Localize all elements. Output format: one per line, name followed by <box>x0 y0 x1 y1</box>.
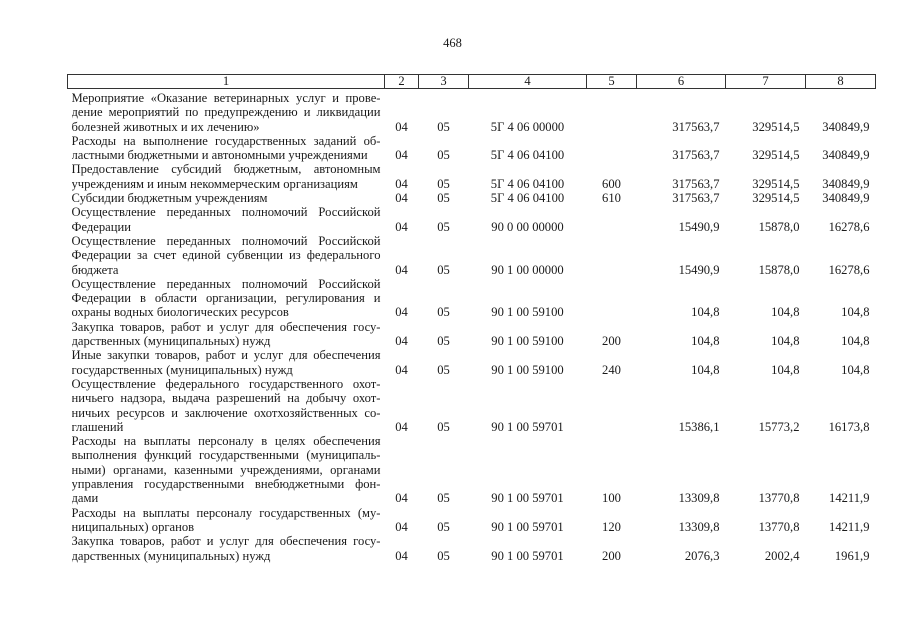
description-line: Мероприятие «Оказание ветеринарных услуг и прове- <box>71 91 381 105</box>
row-description <box>68 348 385 377</box>
target-article-code: 90 1 00 59100 <box>491 334 564 349</box>
description-line: Расходы на выплаты персоналу государственных (му- <box>71 505 381 520</box>
description-line: дарственных (муниципальных) нужд <box>71 548 271 563</box>
section-code: 04 <box>395 491 408 506</box>
amount-year-1: 317563,7 <box>672 176 720 191</box>
header-col-6: 6 <box>637 75 726 89</box>
row-description <box>68 377 385 434</box>
amount-year-2: 329514,5 <box>752 191 800 206</box>
amount-year-1: 15490,9 <box>678 262 720 277</box>
description-line: дами <box>71 491 99 506</box>
expense-type-code: 610 <box>602 191 621 206</box>
description-line: Закупка товаров, работ и услуг для обеспечения госу- <box>71 534 381 549</box>
amount-year-2: 104,8 <box>771 362 800 377</box>
subsection-code: 05 <box>437 176 450 191</box>
target-article-code: 90 1 00 59701 <box>491 491 564 506</box>
target-article-code: 90 1 00 59701 <box>491 519 564 534</box>
subsection-code: 05 <box>437 419 450 434</box>
row-description <box>68 434 385 505</box>
target-article-code: 5Г 4 06 04100 <box>490 148 565 163</box>
amount-year-2: 15878,0 <box>758 219 800 234</box>
description-line: Осуществление переданных полномочий Российской <box>71 205 381 220</box>
row-description <box>68 506 385 535</box>
description-line: Субсидии бюджетным учреждениям <box>71 191 268 206</box>
subsection-code: 05 <box>437 334 450 349</box>
amount-year-3: 14211,9 <box>829 491 870 506</box>
description-line: глашений <box>71 419 124 434</box>
amount-year-2: 329514,5 <box>752 176 800 191</box>
header-row <box>68 75 876 89</box>
amount-year-2: 329514,5 <box>752 119 800 134</box>
description-line: учреждениям и иным некоммерческим организациям <box>71 176 358 191</box>
row-description <box>68 134 385 163</box>
table-row <box>68 348 876 377</box>
amount-year-1: 13309,8 <box>678 491 720 506</box>
target-article-code: 90 1 00 00000 <box>491 262 564 277</box>
description-line: Закупка товаров, работ и услуг для обеспечения госу- <box>71 319 381 334</box>
description-line: Федерации в области организации, регулирования и <box>71 291 381 306</box>
row-description <box>68 191 385 205</box>
amount-year-3: 340849,9 <box>822 191 870 206</box>
description-line: ниципальных) органов <box>71 519 195 534</box>
section-code: 04 <box>395 119 408 134</box>
amount-year-1: 317563,7 <box>672 119 720 134</box>
target-article-code: 5Г 4 06 04100 <box>490 191 565 206</box>
table-row <box>68 134 876 163</box>
target-article-code: 90 1 00 59701 <box>491 419 564 434</box>
target-article-code: 90 0 00 00000 <box>491 219 564 234</box>
table-row <box>68 320 876 349</box>
description-line: Предоставление субсидий бюджетным, автономным <box>71 162 381 177</box>
expense-type-code <box>587 277 637 320</box>
subsection-code: 05 <box>437 548 450 563</box>
row-description <box>68 234 385 277</box>
table-row <box>68 434 876 505</box>
table-row <box>68 234 876 277</box>
description-line: ничьих ресурсов и заключение охотхозяйственных со- <box>71 405 381 420</box>
table-row <box>68 89 876 134</box>
amount-year-1: 104,8 <box>691 305 720 320</box>
description-line: болезней животных и их лечению» <box>71 119 260 134</box>
description-line: Осуществление федерального государственного охот- <box>71 376 381 391</box>
section-code: 04 <box>395 548 408 563</box>
expense-type-code: 100 <box>602 491 621 506</box>
section-code: 04 <box>395 262 408 277</box>
amount-year-3: 14211,9 <box>829 519 870 534</box>
section-code: 04 <box>395 419 408 434</box>
table-row <box>68 277 876 320</box>
description-line: Осуществление переданных полномочий Российской <box>71 276 381 291</box>
subsection-code: 05 <box>437 191 450 206</box>
row-description <box>68 162 385 191</box>
expense-type-code <box>587 377 637 434</box>
description-line: ничьего надзора, выдача разрешений на добычу охот- <box>71 391 381 406</box>
expense-type-code: 600 <box>602 176 621 191</box>
amount-year-3: 340849,9 <box>822 148 870 163</box>
row-description <box>68 534 385 563</box>
description-line: бюджета <box>71 262 119 277</box>
amount-year-3: 1961,9 <box>834 548 870 563</box>
subsection-code: 05 <box>437 519 450 534</box>
expense-type-code <box>587 205 637 234</box>
amount-year-1: 317563,7 <box>672 191 720 206</box>
table-row <box>68 377 876 434</box>
amount-year-2: 13770,8 <box>758 491 800 506</box>
row-description <box>68 205 385 234</box>
header-col-1: 1 <box>68 75 385 89</box>
target-article-code: 90 1 00 59100 <box>491 305 564 320</box>
section-code: 04 <box>395 334 408 349</box>
amount-year-2: 104,8 <box>771 334 800 349</box>
amount-year-3: 340849,9 <box>822 119 870 134</box>
section-code: 04 <box>395 219 408 234</box>
amount-year-1: 104,8 <box>691 362 720 377</box>
description-line: охраны водных биологических ресурсов <box>71 305 289 320</box>
table-row <box>68 506 876 535</box>
header-col-8: 8 <box>806 75 876 89</box>
header-col-3: 3 <box>419 75 469 89</box>
amount-year-3: 340849,9 <box>822 176 870 191</box>
description-line: Расходы на выплаты персоналу в целях обеспечения <box>71 434 381 449</box>
amount-year-1: 15386,1 <box>678 419 720 434</box>
target-article-code: 5Г 4 06 00000 <box>490 119 565 134</box>
amount-year-2: 104,8 <box>771 305 800 320</box>
amount-year-1: 317563,7 <box>672 148 720 163</box>
amount-year-3: 16278,6 <box>828 219 870 234</box>
amount-year-3: 16278,6 <box>828 262 870 277</box>
row-description <box>68 320 385 349</box>
header-col-5: 5 <box>587 75 637 89</box>
page-number: 468 <box>443 36 462 50</box>
amount-year-2: 13770,8 <box>758 519 800 534</box>
subsection-code: 05 <box>437 262 450 277</box>
table-row <box>68 205 876 234</box>
header-col-2: 2 <box>385 75 419 89</box>
amount-year-1: 13309,8 <box>678 519 720 534</box>
description-line: Осуществление переданных полномочий Российской <box>71 233 381 248</box>
description-line: ными) органами, казенными учреждениями, органами <box>71 462 381 477</box>
description-line: дение мероприятий по предупреждению и ликвидации <box>71 105 381 120</box>
amount-year-2: 2002,4 <box>764 548 800 563</box>
subsection-code: 05 <box>437 362 450 377</box>
section-code: 04 <box>395 176 408 191</box>
target-article-code: 90 1 00 59100 <box>491 362 564 377</box>
amount-year-2: 15878,0 <box>758 262 800 277</box>
description-line: Федерации за счет единой субвенции из федерального <box>71 248 381 263</box>
subsection-code: 05 <box>437 119 450 134</box>
table-body <box>68 89 876 563</box>
subsection-code: 05 <box>437 305 450 320</box>
description-line: Федерации <box>71 219 131 234</box>
amount-year-3: 16173,8 <box>828 419 870 434</box>
section-code: 04 <box>395 362 408 377</box>
amount-year-1: 2076,3 <box>684 548 720 563</box>
row-description <box>68 277 385 320</box>
description-line: выполнения функций государственными (муниципаль- <box>71 448 381 463</box>
expense-type-code: 200 <box>602 548 621 563</box>
section-code: 04 <box>395 148 408 163</box>
description-line: ластными бюджетными и автономными учреждениями <box>71 148 368 163</box>
amount-year-3: 104,8 <box>841 334 870 349</box>
table-row <box>68 534 876 563</box>
expense-type-code: 120 <box>602 519 621 534</box>
expense-type-code <box>587 89 637 134</box>
subsection-code: 05 <box>437 491 450 506</box>
amount-year-2: 15773,2 <box>758 419 800 434</box>
amount-year-1: 15490,9 <box>678 219 720 234</box>
row-description <box>68 89 385 134</box>
target-article-code: 5Г 4 06 04100 <box>490 176 565 191</box>
budget-table <box>67 74 876 563</box>
section-code: 04 <box>395 519 408 534</box>
expense-type-code <box>587 134 637 163</box>
amount-year-2: 329514,5 <box>752 148 800 163</box>
description-line: Иные закупки товаров, работ и услуг для обеспечения <box>71 348 381 363</box>
subsection-code: 05 <box>437 148 450 163</box>
expense-type-code: 200 <box>602 334 621 349</box>
expense-type-code <box>587 234 637 277</box>
table-row <box>68 162 876 191</box>
description-line: Расходы на выполнение государственных заданий об- <box>71 133 381 148</box>
section-code: 04 <box>395 191 408 206</box>
target-article-code: 90 1 00 59701 <box>491 548 564 563</box>
table-row <box>68 191 876 205</box>
amount-year-1: 104,8 <box>691 334 720 349</box>
amount-year-3: 104,8 <box>841 362 870 377</box>
description-line: государственных (муниципальных) нужд <box>71 362 293 377</box>
section-code: 04 <box>395 305 408 320</box>
subsection-code: 05 <box>437 219 450 234</box>
header-col-4: 4 <box>469 75 587 89</box>
header-col-7: 7 <box>726 75 806 89</box>
amount-year-3: 104,8 <box>841 305 870 320</box>
expense-type-code: 240 <box>602 362 621 377</box>
description-line: дарственных (муниципальных) нужд <box>71 334 271 349</box>
description-line: управления государственными внебюджетными фон- <box>71 477 381 492</box>
